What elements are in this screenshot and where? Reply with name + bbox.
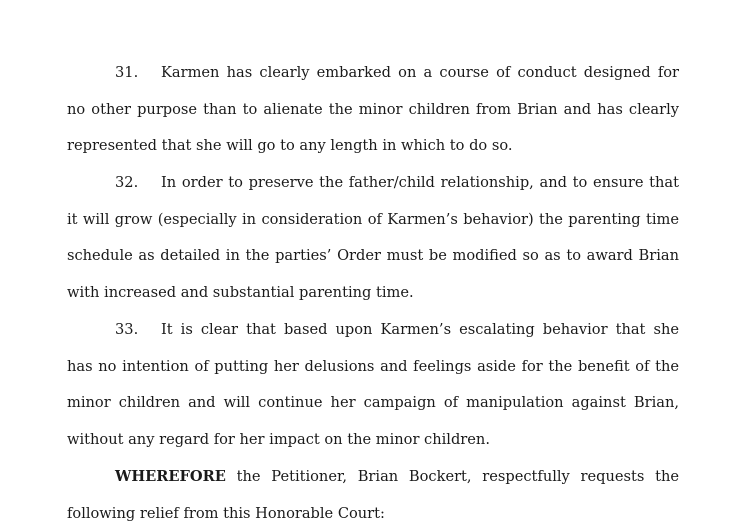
paragraph-number: 31. — [115, 64, 139, 81]
paragraph-31 — [67, 55, 679, 165]
paragraph-line: without any regard for her impact on the minor children. — [67, 431, 490, 449]
paragraph-line: represented that she will go to any length in which to do so. — [67, 137, 513, 155]
wherefore-keyword: WHEREFORE — [115, 468, 226, 485]
wherefore-paragraph — [67, 459, 679, 532]
paragraph-text: Karmen has clearly embarked on a course of conduct designed for — [161, 64, 679, 81]
paragraph-text: In order to preserve the father/child relationship, and to ensure that — [161, 174, 679, 191]
paragraph-33 — [67, 312, 679, 459]
paragraph-line: has no intention of putting her delusions and feelings aside for the benefit of the — [67, 357, 679, 375]
paragraph-32 — [67, 165, 679, 312]
paragraph-line — [67, 165, 679, 202]
paragraph-line: schedule as detailed in the parties’ Order must be modified so as to award Brian — [67, 247, 679, 265]
paragraph-line — [67, 312, 679, 349]
paragraph-line: it will grow (especially in consideration of Karmen’s behavior) the parenting time — [67, 210, 679, 228]
wherefore-text: the Petitioner, Brian Bockert, respectfully requests the — [236, 468, 680, 485]
paragraph-line — [67, 459, 679, 496]
paragraph-number: 33. — [115, 321, 139, 338]
paragraph-line: with increased and substantial parenting time. — [67, 284, 414, 302]
paragraph-line — [67, 55, 679, 92]
paragraph-number: 32. — [115, 174, 139, 191]
paragraph-line: no other purpose than to alienate the minor children from Brian and has clearly — [67, 100, 679, 118]
paragraph-text: It is clear that based upon Karmen’s escalating behavior that she — [161, 321, 679, 338]
paragraph-line: following relief from this Honorable Court: — [67, 504, 385, 522]
paragraph-line: minor children and will continue her campaign of manipulation against Brian, — [67, 394, 679, 412]
